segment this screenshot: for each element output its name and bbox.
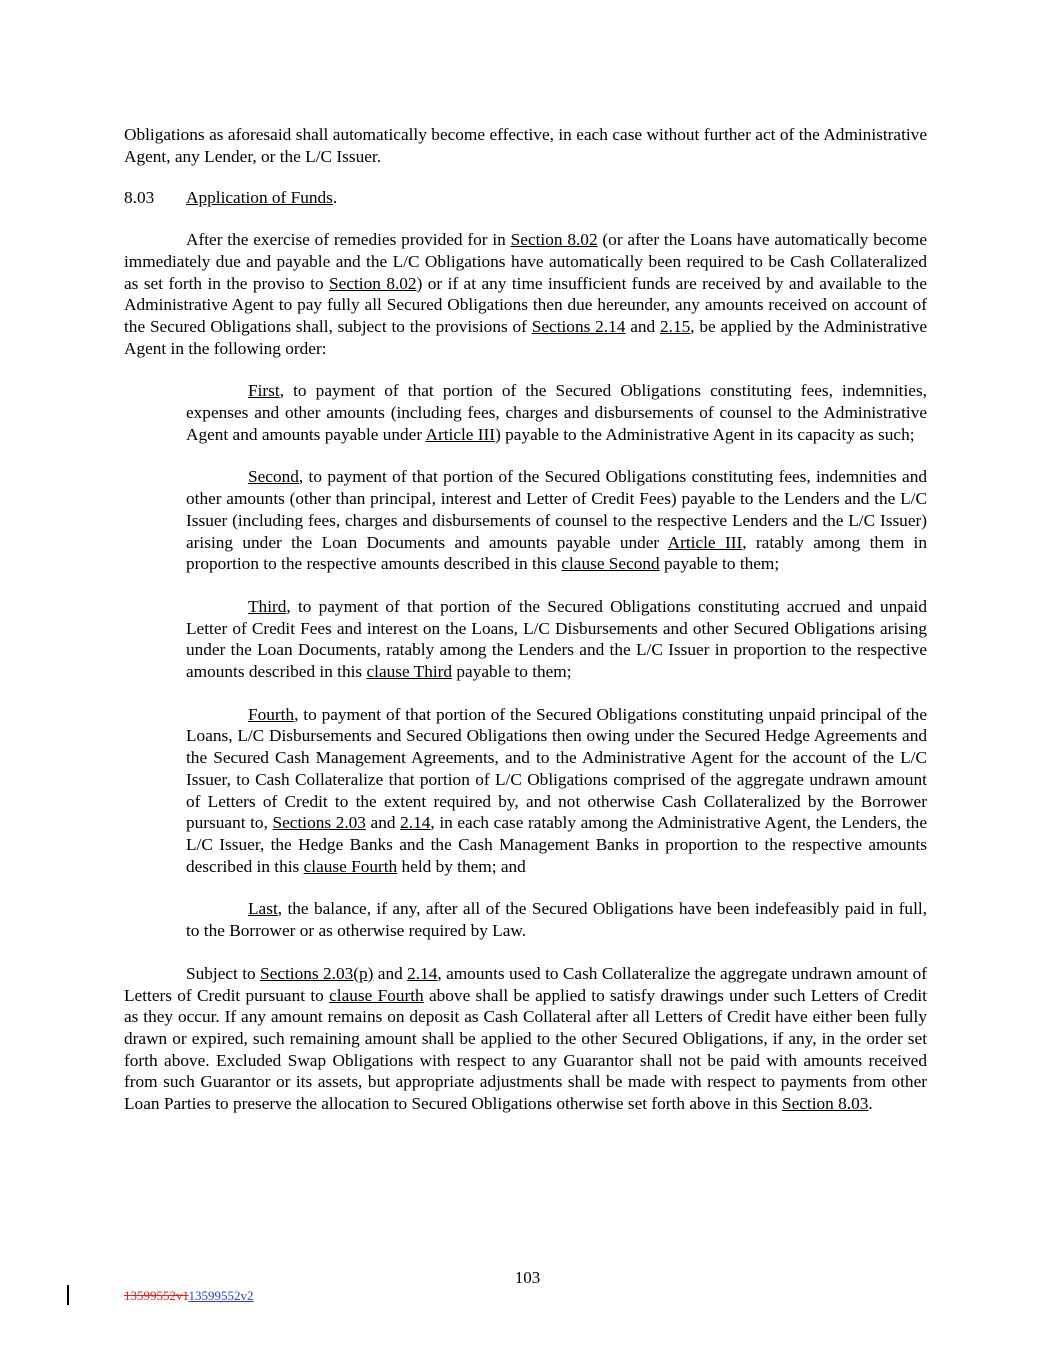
text-run: payable to them; — [452, 662, 572, 682]
section-reference: Section 8.02 — [510, 230, 598, 250]
section-title-wrap — [186, 187, 337, 209]
clause-reference: clause Third — [366, 662, 453, 682]
text-run: , to payment of that portion of the Secured Obligations constituting accrued and unpaid Letter of Credit Fees and interest on the Loans, L/C Disbursements and other Secured Obligations arising under the Loan Documents, ratably among the Lenders and the L/C Issuer in proportion to the respective amounts described in this — [186, 596, 927, 682]
section-heading — [124, 187, 927, 209]
text-run: and — [373, 963, 408, 983]
text-run: , to payment of that portion of the Secured Obligations constituting fees, indemnities and other amounts (other than principal, interest and Letter of Credit Fees) payable to the Lenders and the L/C Issuer (including fees, charges and disbursements of counsel to the respective Lenders and the L/C Issuer) arising under the Loan Documents and amounts payable under — [186, 467, 927, 552]
section-reference: Sections 2.14 — [531, 316, 626, 336]
section-reference: 2.14 — [407, 963, 438, 983]
text-run: held by them; and — [397, 856, 526, 876]
text-run: . — [868, 1094, 873, 1114]
clause-label: Second — [248, 467, 299, 487]
document-id-deleted: 13599552v1 — [124, 1288, 189, 1303]
clause-fourth — [186, 704, 927, 878]
text-run: ) or if at any time insufficient funds are received by and available to the Administrative Agent to pay fully all Secured Obligations then due hereunder, any amounts received on account of the Secured Obligations shall, subject to the provisions of — [124, 273, 927, 336]
section-title-punct: . — [332, 188, 338, 208]
document-id-inserted: 13599552v2 — [188, 1288, 254, 1303]
intro-paragraph — [124, 124, 927, 167]
section-reference: Sections 2.03(p) — [260, 963, 374, 983]
section-reference: Section 8.03 — [781, 1094, 869, 1114]
document-id — [124, 1288, 254, 1304]
text-run: , be applied by the Administrative Agent in the following order: — [124, 316, 927, 358]
intro-text: Obligations as aforesaid shall automatically become effective, in each case without further act of the Administrative Agent, any Lender, or the L/C Issuer. — [124, 125, 927, 166]
article-reference: Article III — [667, 532, 743, 552]
section-number: 8.03 — [124, 188, 155, 208]
article-reference: Article III — [425, 424, 496, 444]
clause-label: Fourth — [248, 704, 295, 724]
clause-reference: clause Fourth — [303, 856, 398, 876]
text-run: ) payable to the Administrative Agent in its capacity as such; — [495, 424, 915, 444]
text-run: , the balance, if any, after all of the Secured Obligations have been indefeasibly paid in full, to the Borrower or as otherwise required by Law. — [186, 899, 927, 941]
text-run: Subject to — [186, 963, 261, 983]
closing-paragraph — [124, 963, 927, 1115]
section-reference: 2.15 — [660, 316, 691, 336]
clause-label: Last — [248, 899, 278, 919]
text-run: , to payment of that portion of the Secured Obligations constituting unpaid principal of the Loans, L/C Disbursements and Secured Obligations then owing under the Secured Hedge Agreements and the Secured Cash Management Agreements, and to the Administrative Agent for the account of the L/C Issuer, to Cash Collateralize that portion of L/C Obligations comprised of the aggregate undrawn amount of Letters of Credit to the extent required by, and not otherwise Cash Collateralized by the Borrower pursuant to, — [186, 704, 927, 833]
section-reference: 2.14 — [400, 813, 431, 833]
page-number: 103 — [514, 1268, 541, 1287]
change-bar — [67, 1285, 69, 1305]
clause-second — [186, 466, 927, 575]
clause-reference: clause Fourth — [329, 985, 424, 1005]
clause-reference: clause Second — [561, 554, 660, 574]
text-run: , in each case ratably among the Administrative Agent, the Lenders, the L/C Issuer, the Hedge Banks and the Cash Management Banks in proportion to the respective amounts described in this — [186, 813, 927, 876]
clause-label: First — [248, 381, 280, 401]
text-run: payable to them; — [659, 554, 780, 574]
text-run: , ratably among them in proportion to the respective amounts described in this — [186, 532, 927, 574]
clause-third — [186, 596, 927, 683]
section-title: Application of Funds — [186, 188, 333, 208]
clause-first — [186, 380, 927, 445]
clause-label: Third — [248, 596, 287, 616]
text-run: above shall be applied to satisfy drawings under such Letters of Credit as they occur. If any amount remains on deposit as Cash Collateral after all Letters of Credit have either been fully drawn or expired, such remaining amount shall be applied to the other Secured Obligations, if any, in the order set forth above. Excluded Swap Obligations with respect to any Guarantor shall not be paid with amounts received from such Guarantor or its assets, but appropriate adjustments shall be made with respect to payments from other Loan Parties to preserve the allocation to Secured Obligations otherwise set forth above in this — [124, 985, 927, 1114]
section-reference: Section 8.02 — [329, 273, 417, 293]
application-paragraph — [124, 229, 927, 359]
document-page — [124, 124, 927, 1136]
text-run: , to payment of that portion of the Secured Obligations constituting fees, indemnities, expenses and other amounts (including fees, charges and disbursements of counsel to the Administrative Agent and amounts payable under — [186, 381, 927, 444]
text-run: After the exercise of remedies provided for in — [186, 230, 511, 250]
text-run: , amounts used to Cash Collateralize the aggregate undrawn amount of Letters of Credit pursuant to — [124, 963, 927, 1005]
text-run: and — [625, 316, 660, 336]
text-run: and — [365, 813, 401, 833]
text-run: (or after the Loans have automatically become immediately due and payable and the L/C Obligations have automatically been required to be Cash Collateralized as set forth in the proviso to — [124, 230, 928, 293]
section-reference: Sections 2.03 — [272, 813, 366, 833]
clause-last — [186, 898, 927, 941]
